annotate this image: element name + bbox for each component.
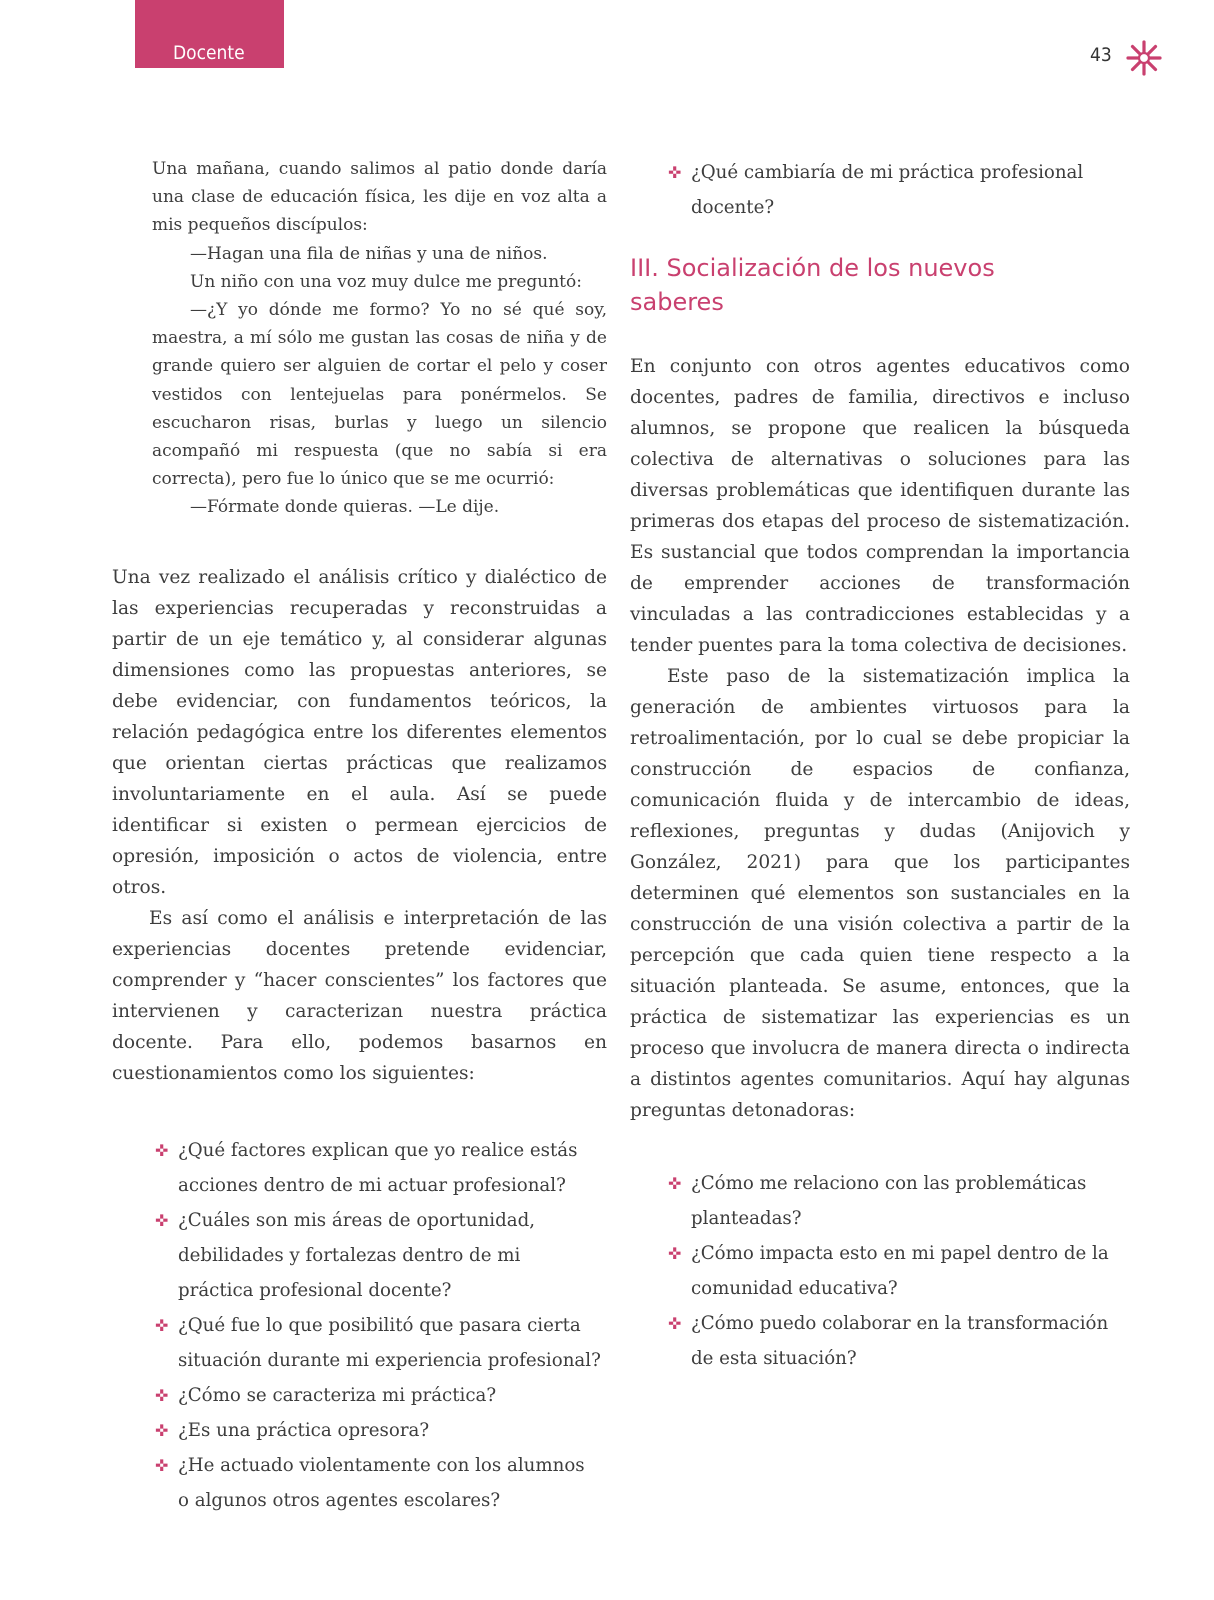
diamond-cross-bullet-icon: ✜ [668, 1314, 682, 1333]
asterisk-flower-icon [1126, 40, 1162, 76]
list-item: ✜ ¿Cómo puedo colaborar en la transformación de esta situación? [630, 1306, 1130, 1376]
quote-paragraph: —Fórmate donde quieras. —Le dije. [190, 497, 500, 518]
question-list-right [630, 1166, 1130, 1376]
paragraph: Es así como el análisis e interpretación de las experiencias docentes pretende evidenciar, comprender y “hacer conscientes” los factores que intervienen y caracterizan nuestra práctica docente. Para ello, podemos basarnos en cuestionamientos como los siguientes: [112, 907, 607, 1084]
right-column [630, 155, 1130, 1376]
diamond-cross-bullet-icon: ✜ [668, 1174, 682, 1193]
list-item: ✜ ¿Cómo me relaciono con las problemáticas planteadas? [630, 1166, 1130, 1236]
diamond-cross-bullet-icon: ✜ [155, 1140, 169, 1160]
section-label: Docente [173, 42, 245, 64]
paragraph: Este paso de la sistematización implica la generación de ambientes virtuosos para la retroalimentación, por lo cual se debe propiciar la construcción de espacios de confianza, comunicación fluida y de intercambio de ideas, reflexiones, preguntas y dudas (Anijovich y González, 2021) para que los participantes determinen qué elementos son sustanciales en la construcción de una visión colectiva a partir de la percepción que cada quien tiene respecto a la situación planteada. Se asume, entonces, que la práctica de sistematizar las experiencias es un proceso que involucra de manera directa o indirecta a distintos agentes comunitarios. Aquí hay algunas preguntas detonadoras: [630, 666, 1130, 1121]
body-text-right [630, 351, 1130, 1126]
quote-paragraph: —Hagan una fila de niñas y una de niños. [190, 243, 548, 264]
question-list-top [630, 155, 1130, 225]
section-heading: III. Socialización de los nuevos saberes [630, 254, 995, 316]
list-item: ✜ ¿Cuáles son mis áreas de oportunidad, debilidades y fortalezas dentro de mi práctica profesional docente? [112, 1203, 607, 1308]
list-item: ✜ ¿Es una práctica opresora? [112, 1413, 607, 1448]
diamond-cross-bullet-icon: ✜ [668, 1244, 682, 1263]
list-item: ✜ ¿Qué fue lo que posibilitó que pasara cierta situación durante mi experiencia profesional? [112, 1308, 607, 1378]
page-number: 43 [1090, 44, 1112, 66]
list-item: ✜ ¿Qué cambiaría de mi práctica profesional docente? [630, 155, 1130, 225]
section-tab [135, 0, 284, 68]
list-item: ✜ ¿Cómo se caracteriza mi práctica? [112, 1378, 607, 1413]
diamond-cross-bullet-icon: ✜ [155, 1385, 169, 1405]
diamond-cross-bullet-icon: ✜ [155, 1455, 169, 1475]
list-item: ✜ ¿Cómo impacta esto en mi papel dentro de la comunidad educativa? [630, 1236, 1130, 1306]
anecdote-quote [152, 155, 607, 522]
diamond-cross-bullet-icon: ✜ [155, 1210, 169, 1230]
diamond-cross-bullet-icon: ✜ [668, 163, 682, 182]
paragraph: Una vez realizado el análisis crítico y dialéctico de las experiencias recuperadas y reconstruidas a partir de un eje temático y, al considerar algunas dimensiones como las propuestas anteriores, se debe evidenciar, con fundamentos teóricos, la relación pedagógica entre los diferentes elementos que orientan ciertas prácticas que realizamos involuntariamente en el aula. Así se puede identificar si existen o permean ejercicios de opresión, imposición o actos de violencia, entre otros. [112, 566, 607, 898]
left-column [112, 155, 607, 1518]
list-item: ✜ ¿Qué factores explican que yo realice estás acciones dentro de mi actuar profesional? [112, 1133, 607, 1203]
diamond-cross-bullet-icon: ✜ [155, 1315, 169, 1335]
quote-paragraph: —¿Y yo dónde me formo? Yo no sé qué soy, maestra, a mí sólo me gustan las cosas de niña y de grande quiero ser alguien de cortar el pelo y coser vestidos con lentejuelas para ponérmelos. Se escucharon risas, burlas y luego un silencio acompañó mi respuesta (que no sabía si era correcta), pero fue lo único que se me ocurrió: [152, 300, 607, 490]
body-text-left [112, 562, 607, 1089]
quote-paragraph: Una mañana, cuando salimos al patio donde daría una clase de educación física, les dije en voz alta a mis pequeños discípulos: [152, 159, 607, 236]
question-list-left [112, 1133, 607, 1518]
list-item: ✜ ¿He actuado violentamente con los alumnos o algunos otros agentes escolares? [112, 1448, 607, 1518]
paragraph: En conjunto con otros agentes educativos como docentes, padres de familia, directivos e incluso alumnos, se propone que realicen la búsqueda colectiva de alternativas o soluciones para las diversas problemáticas que identifiquen durante las primeras dos etapas del proceso de sistematización. Es sustancial que todos comprendan la importancia de emprender acciones de transformación vinculadas a las contradicciones establecidas y a tender puentes para la toma colectiva de decisiones. [630, 356, 1130, 656]
quote-paragraph: Un niño con una voz muy dulce me preguntó: [190, 271, 582, 292]
diamond-cross-bullet-icon: ✜ [155, 1420, 169, 1440]
